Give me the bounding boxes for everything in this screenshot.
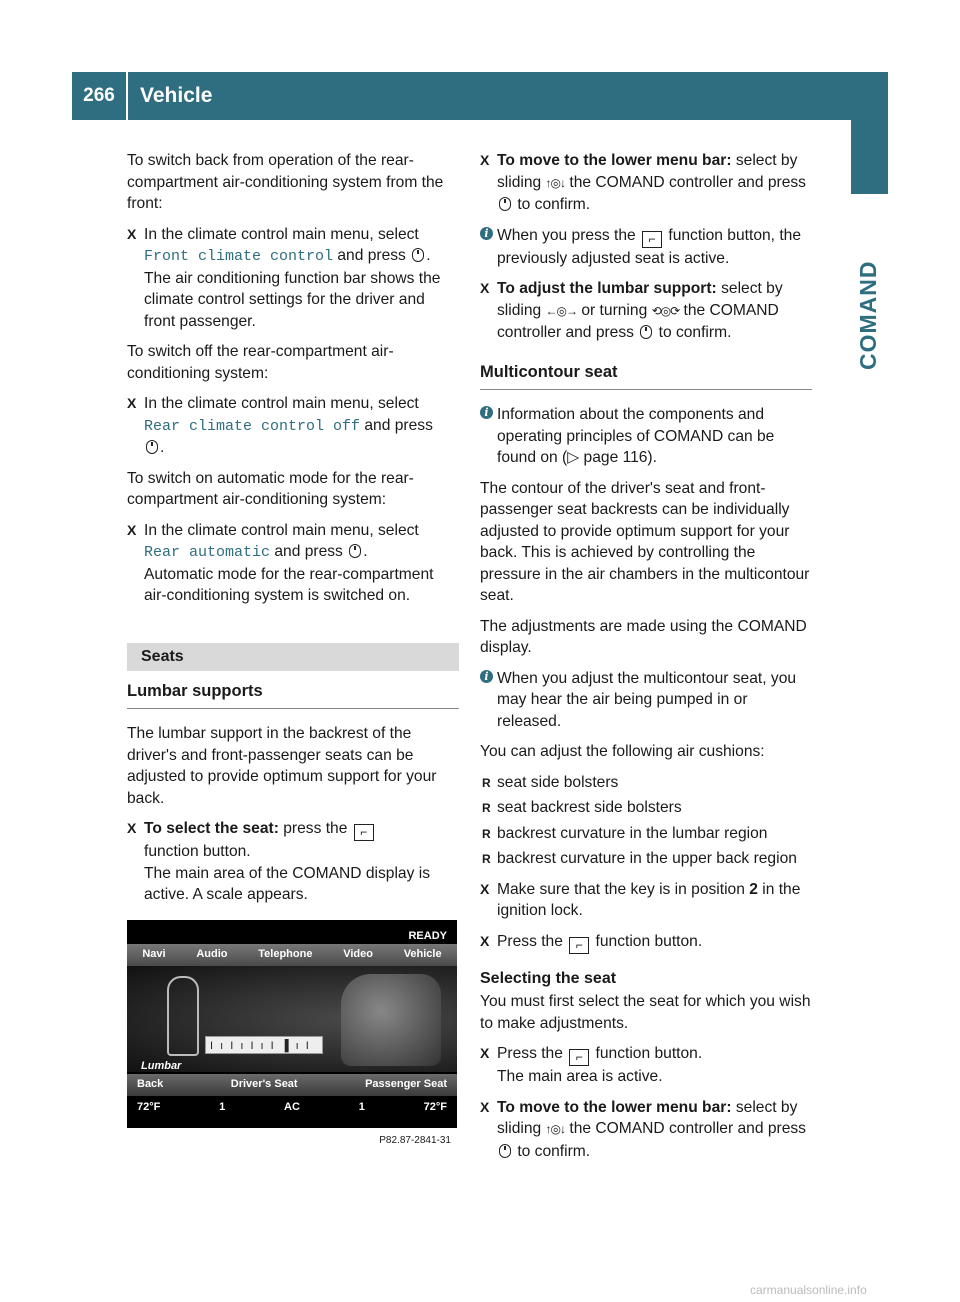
instruction-step: X Press the ⌐ function button. The main area is active. [480,1043,812,1088]
instruction-step: X Press the ⌐ function button. [480,931,812,954]
lumbar-label: Lumbar [141,1059,182,1072]
info-icon: i [480,227,493,240]
menu-item-rear-automatic: Rear automatic [144,544,271,561]
menu-item-front-climate: Front climate control [144,248,334,265]
side-tab [851,120,888,194]
instruction-step: X To select the seat: press the ⌐ function button. The main area of the COMAND display is active. A scale appears. [127,818,459,906]
page-number: 266 [83,85,115,106]
controller-press-icon [499,1144,511,1158]
section-heading: Seats [127,643,459,671]
paragraph: The adjustments are made using the COMAND display. [480,617,807,656]
list-item: R backrest curvature in the upper back region [480,848,812,870]
left-column [127,150,459,1151]
nav-item: Telephone [258,947,313,960]
seat-button-icon: ⌐ [354,824,374,841]
bottom-item: Back [137,1077,164,1090]
nav-item: Audio [196,947,228,960]
instruction-step: X To move to the lower menu bar: select by sliding ↑◎↓ the COMAND controller and press to confirm. [480,1097,812,1163]
seat-outline-icon [167,976,199,1056]
slide-updown-icon: ↑◎↓ [545,1122,566,1136]
controller-press-icon [412,248,424,262]
comand-display-figure [127,920,457,1128]
menu-item-rear-climate-off: Rear climate control off [144,417,361,435]
info-note: i Information about the components and operating principles of COMAND can be found on (▷ page 116). [480,404,812,469]
lumbar-scale: I ı I ı I ı I ▐ ı I 8 [205,1036,323,1054]
nav-item: Video [343,947,373,960]
display-bottom-bar [127,1074,457,1096]
subheading: Lumbar supports [127,681,459,710]
climate-item: 72°F [423,1100,447,1113]
climate-item: AC [284,1100,300,1113]
info-icon: i [480,406,493,419]
side-tab-label: COMAND [855,260,881,370]
right-column [480,150,812,1171]
seat-button-icon: ⌐ [642,231,662,248]
paragraph: The contour of the driver's seat and front-passenger seat backrests can be individually adjusted to provide optimum support for your back. This is achieved by controlling the pressure in the air chambers in the multicontour seat. [480,479,810,604]
paragraph: To switch off the rear-compartment air-conditioning system: [127,343,394,382]
info-icon: i [480,670,493,683]
climate-item: 1 [358,1100,365,1113]
list-item: R seat side bolsters [480,772,812,794]
instruction-step: X To adjust the lumbar support: select by sliding ←◎→ or turning ⟲◎⟳ the COMAND controller and press to confirm. [480,278,812,344]
step-result: Automatic mode for the rear-compartment air-conditioning system is switched on. [144,565,434,604]
step-result: The main area is active. [497,1068,663,1085]
bottom-item: Passenger Seat [365,1077,447,1090]
figure-code: P82.87-2841-31 [379,1134,451,1146]
info-note: i When you press the ⌐ function button, the previously adjusted seat is active. [480,225,812,270]
subheading: Selecting the seat [480,969,617,987]
display-nav-bar [127,944,457,966]
controller-press-icon [640,325,652,339]
footer-watermark: carmanualsonline.info [750,1283,867,1297]
status-text: READY [408,929,447,942]
seat-image [341,974,441,1066]
slide-leftright-icon: ←◎→ [545,303,578,318]
list-item: R seat backrest side bolsters [480,797,812,819]
climate-item: 72°F [137,1100,161,1113]
instruction-step: X In the climate control main menu, select Front climate control and press . The air conditioning function bar shows the climate control settings for the driver and front passenger. [127,224,459,333]
instruction-step: X To move to the lower menu bar: select by sliding ↑◎↓ the COMAND controller and press to confirm. [480,150,812,216]
page-title: Vehicle [140,84,213,107]
paragraph: To switch on automatic mode for the rear-compartment air-conditioning system: [127,469,414,508]
slide-updown-icon: ↑◎↓ [545,175,566,190]
instruction-step: X In the climate control main menu, select Rear climate control off and press . [127,393,459,459]
turn-controller-icon: ⟲◎⟳ [651,303,680,318]
subheading: Multicontour seat [480,362,812,391]
info-note: i When you adjust the multicontour seat, you may hear the air being pumped in or released. [480,668,812,733]
bottom-item: Driver's Seat [230,1077,298,1090]
controller-press-icon [146,440,158,454]
paragraph: The lumbar support in the backrest of the driver's and front-passenger seats can be adjusted to provide optimum support for your back. [127,725,437,807]
seat-button-icon: ⌐ [569,937,589,954]
nav-item: Vehicle [403,947,442,960]
climate-item: 1 [219,1100,226,1113]
display-climate-bar [127,1098,457,1118]
step-result: The air conditioning function bar shows the climate control settings for the driver and front passenger. [144,269,441,330]
instruction-step: X In the climate control main menu, select Rear automatic and press . Automatic mode for the rear-compartment air-conditioning system is switched on. [127,520,459,607]
paragraph: You can adjust the following air cushions: [480,743,765,760]
paragraph: To switch back from operation of the rear-compartment air-conditioning system from the front: [127,152,444,212]
seat-button-icon: ⌐ [569,1049,589,1066]
paragraph: You must first select the seat for which you wish to make adjustments. [480,993,811,1032]
header-divider [126,72,128,120]
controller-press-icon [349,544,361,558]
list-item: R backrest curvature in the lumbar region [480,823,812,845]
controller-press-icon [499,197,511,211]
instruction-step: X Make sure that the key is in position 2 in the ignition lock. [480,879,812,922]
nav-item: Navi [142,947,166,960]
step-result: The main area of the COMAND display is active. A scale appears. [144,864,430,903]
